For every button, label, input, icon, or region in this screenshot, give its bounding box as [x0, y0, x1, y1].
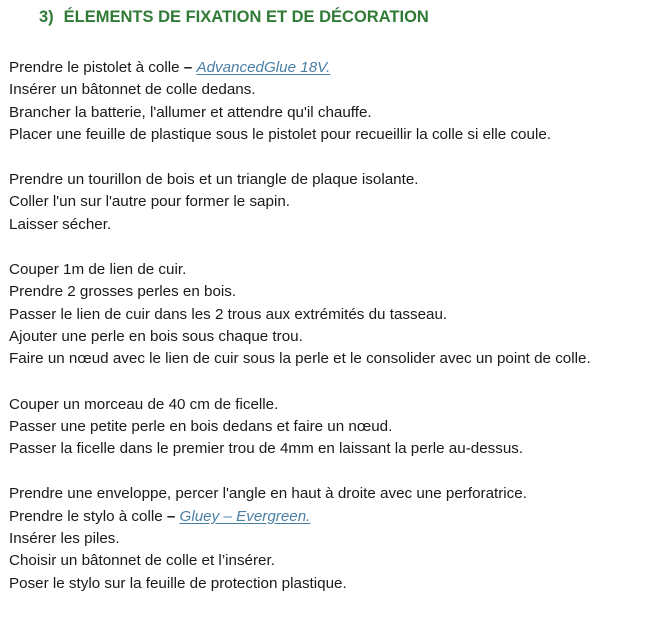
text-line: Insérer les piles. [9, 530, 120, 548]
text-line: Choisir un bâtonnet de colle et l’insérer. [9, 552, 275, 570]
text-line: Ajouter une perle en bois sous chaque trou. [9, 327, 303, 345]
text-line: Insérer un bâtonnet de colle dedans. [9, 81, 256, 99]
text-line: Faire un nœud avec le lien de cuir sous la perle et le consolider avec un point de colle. [9, 350, 591, 368]
text-line: Couper un morceau de 40 cm de ficelle. [9, 395, 279, 413]
text-line: Brancher la batterie, l'allumer et attendre qu'il chauffe. [9, 103, 372, 121]
section-number: 3) [39, 8, 54, 26]
product-link-advancedglue[interactable]: AdvancedGlue 18V. [196, 59, 331, 76]
paragraph-glue-gun [9, 57, 649, 146]
section-heading [9, 6, 649, 28]
dash-separator: – [162, 507, 180, 525]
dash-separator: – [179, 59, 197, 76]
text-line: Passer une petite perle en bois dedans et faire un nœud. [9, 417, 393, 435]
text-line: Prendre une enveloppe, percer l'angle en haut à droite avec une perforatrice. [9, 485, 527, 503]
paragraph-string [9, 394, 649, 461]
paragraph-envelope [9, 483, 649, 594]
text-line: Coller l'un sur l'autre pour former le sapin. [9, 193, 290, 211]
paragraph-tree [9, 169, 649, 236]
document-body [9, 6, 649, 618]
text-line: Laisser sécher. [9, 215, 112, 233]
section-title: ÉLEMENTS DE FIXATION ET DE DÉCORATION [63, 8, 429, 26]
text-line: Prendre 2 grosses perles en bois. [9, 283, 237, 301]
line-text: Prendre le pistolet à colle [9, 59, 180, 76]
text-line: Passer la ficelle dans le premier trou de 4mm en laissant la perle au-dessus. [9, 440, 524, 458]
text-line: Couper 1m de lien de cuir. [9, 261, 187, 279]
text-line: Prendre un tourillon de bois et un triangle de plaque isolante. [9, 171, 419, 189]
text-line: Placer une feuille de plastique sous le pistolet pour recueillir la colle si elle coule. [9, 125, 551, 143]
paragraph-leather-cord [9, 259, 649, 370]
text-line [9, 57, 649, 79]
text-line: Passer le lien de cuir dans les 2 trous aux extrémités du tasseau. [9, 305, 448, 323]
text-line [9, 506, 649, 528]
text-line: Poser le stylo sur la feuille de protection plastique. [9, 574, 347, 592]
line-text: Prendre le stylo à colle [9, 507, 163, 525]
product-link-gluey[interactable]: Gluey – Evergreen. [179, 507, 311, 525]
